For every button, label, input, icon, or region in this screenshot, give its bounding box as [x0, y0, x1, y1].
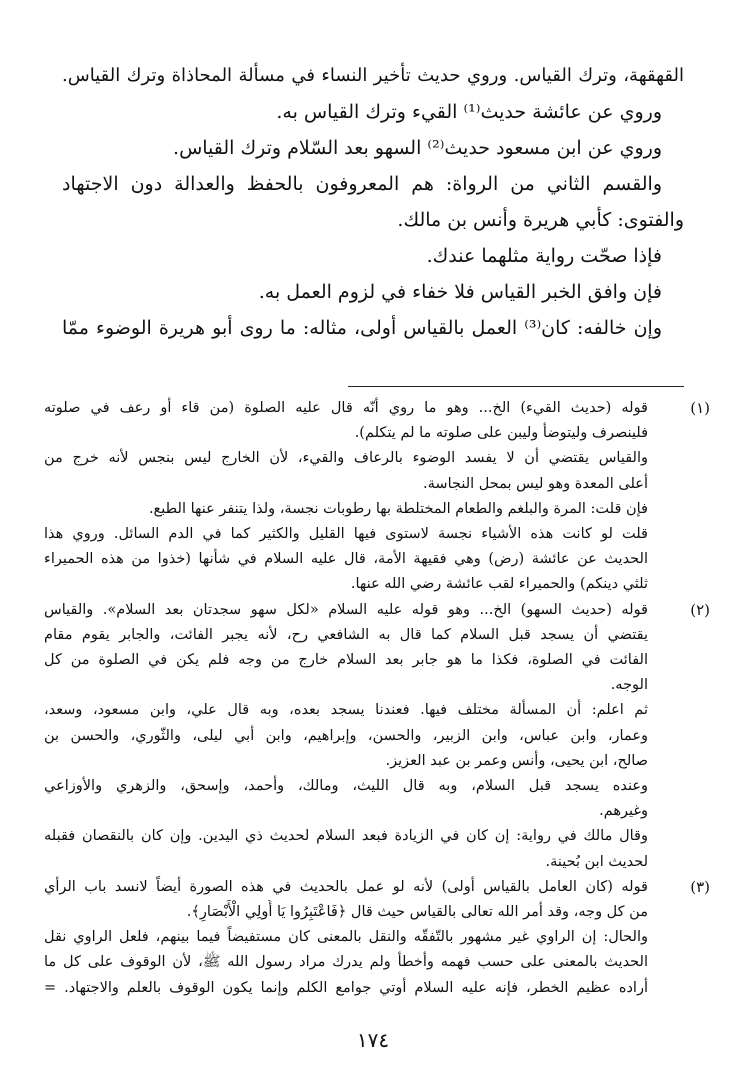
footnote-line: الوجه. — [610, 677, 648, 694]
footnote-number: (٣) — [690, 877, 710, 896]
main-text — [62, 58, 684, 346]
main-line: والفتوى: كأبي هريرة وأنس بن مالك. — [397, 209, 684, 231]
footnote-divider — [348, 386, 684, 387]
footnote-line: والقياس يقتضي أن لا يفسد الوضوء بالرعاف والقيء، لأن الخارج ليس بنجس لأنه خرج من — [44, 450, 648, 467]
main-line: فإذا صحّت رواية مثلهما عندك. — [426, 245, 662, 267]
footnotes — [44, 396, 710, 1001]
main-line: فإن وافق الخبر القياس فلا خفاء في لزوم العمل به. — [258, 281, 662, 303]
footnote-line: قوله (حديث السهو) الخ... وهو قوله عليه السلام «لكل سهو سجدتان بعد السلام». والقياس — [44, 601, 648, 618]
footnote-line: فإن قلت: المرة والبلغم والطعام المختلطة بها رطوبات نجسة، ولذا يتنفر عنها الطبع. — [148, 500, 648, 517]
footnote-line: ثم اعلم: أن المسألة مختلف فيها. فعندنا يسجد بعده، وبه قال علي، وابن مسعود، وسعد، — [44, 702, 648, 719]
main-line: القهقهة، وترك القياس. وروي حديث تأخير النساء في مسألة المحاذاة وترك القياس. — [62, 65, 684, 86]
footnote-line: قوله (كان العامل بالقياس أولى) لأنه لو عمل بالحديث في هذه الصورة أيضاً لانسد باب الرأي — [44, 878, 648, 895]
footnote-line: لحديث ابن بُحينة. — [545, 853, 648, 870]
footnote-line: فلينصرف وليتوضأ وليبن على صلوته ما لم يتكلم). — [354, 425, 648, 442]
footnote-line: قلت لو كانت هذه الأشياء نجسة لاستوى فيها القليل والكثير كما في الدم السائل. وروي هذا — [44, 526, 648, 543]
footnote-number: (٢) — [690, 600, 710, 619]
footnote-line: وقال مالك في رواية: إن كان في الزيادة فبعد السلام لحديث ذي اليدين. وإن كان بالنقصان فقبله — [44, 828, 648, 845]
footnote-number: (١) — [690, 399, 710, 417]
page-number: ١٧٤ — [356, 1028, 390, 1052]
footnote-line: ثلثي دينكم) والحميراء لقب عائشة رضي الله عنها. — [350, 576, 648, 593]
footnote-line: أعلى المعدة وهو ليس بمحل النجاسة. — [423, 475, 648, 492]
footnote-line: من كل وجه، وقد أمر الله تعالى بالقياس حيث قال ﴿فَاعْتَبِرُوا يَا أُولِي الْأَبْصَارِ﴾. — [186, 904, 648, 921]
footnote-line: الحديث بالمعنى على حسب فهمه وأخطأ ولم يدرك مراد رسول الله ﷺ، لأن الوقوف على كل ما — [44, 954, 648, 971]
main-line: والقسم الثاني من الرواة: هم المعروفون بالحفظ والعدالة دون الاجتهاد — [62, 173, 662, 195]
main-line: وإن خالفه: كان⁽³⁾ العمل بالقياس أولى، مثاله: ما روى أبو هريرة الوضوء ممّا — [62, 317, 663, 339]
footnote-line: أراده عظيم الخطر، فإنه عليه السلام أوتي جوامع الكلم وإنما يكون الوقوف بالعلم والاجتهاد. = — [44, 979, 648, 996]
footnote-line: والحال: إن الراوي غير مشهور بالتّفقّه والنقل بالمعنى كان مستفيضاً فيما بينهم، فلعل الراوي نقل — [44, 929, 648, 946]
main-line: وروي عن عائشة حديث⁽¹⁾ القيء وترك القياس به. — [276, 101, 662, 123]
footnote-3 — [44, 875, 710, 1001]
footnote-2 — [44, 598, 710, 875]
footnote-line: صالح، ابن يحيى، وأنس وعمر بن عبد العزيز. — [385, 752, 648, 769]
footnote-line: وعمار، وابن عباس، وابن الزبير، والحسن، وإبراهيم، وابن أبي ليلى، والثّوري، والحسن بن — [44, 727, 648, 744]
main-line: وروي عن ابن مسعود حديث⁽²⁾ السهو بعد السّلام وترك القياس. — [173, 137, 662, 159]
footnote-line: الفائت في الصلوة، فكذا ما هو جابر بعد السلام خارج من وجه فلم يكن في الصلوة من كل — [44, 652, 648, 669]
footnote-line: وغيرهم. — [599, 803, 648, 820]
footnote-line: وعنده يسجد قبل السلام، وبه قال الليث، ومالك، وأحمد، وإسحق، والزهري والأوزاعي — [44, 778, 648, 795]
footnote-line: الحديث عن عائشة (رض) وهي فقيهة الأمة، قال عليه السلام في شأنها (خذوا من هذه الحميراء — [44, 551, 648, 568]
footnote-line: يقتضي أن يسجد قبل السلام كما قال به الشافعي رح، لأنه يجبر الفائت، والجابر يقوم مقام — [44, 626, 648, 643]
footnote-line: قوله (حديث القيء) الخ... وهو ما روي أنّه قال عليه الصلوة (من قاء أو رعف في صلوته — [44, 400, 648, 416]
footnote-1 — [44, 396, 710, 598]
